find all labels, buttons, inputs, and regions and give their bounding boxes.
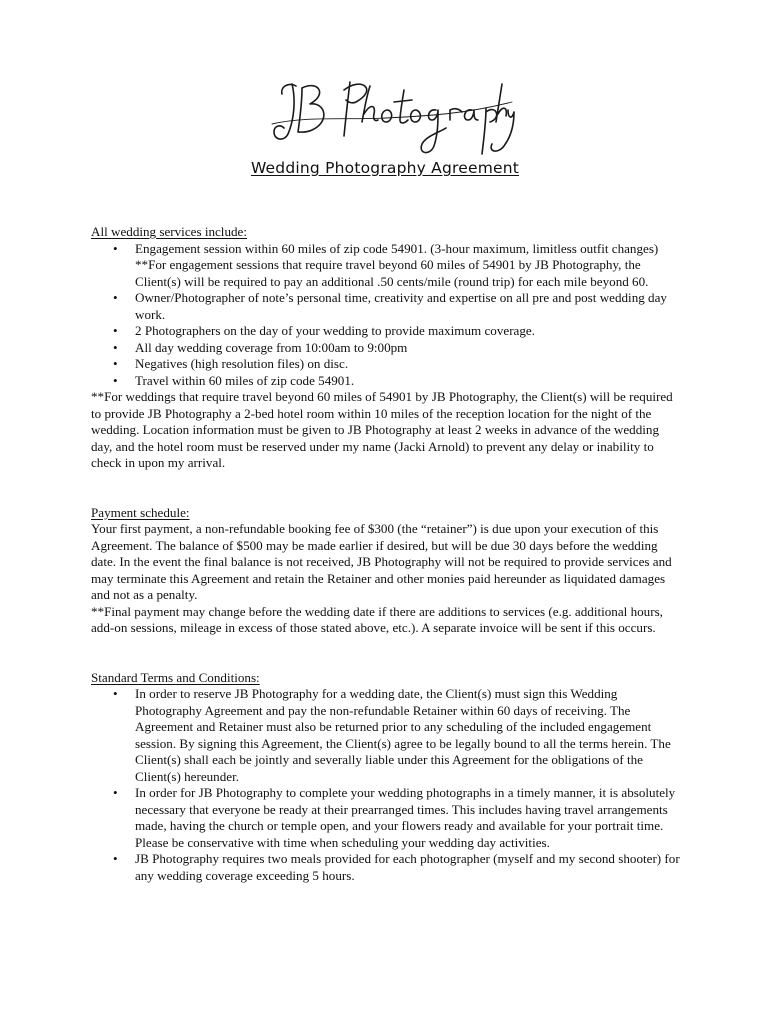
list-item bbox=[91, 290, 681, 323]
term-item-text: In order for JB Photography to complete your wedding photographs in a timely manner, it is absolutely necessary that everyone be ready at their prearranged times. This includes having travel arrangements made, having the church or temple open, and your flowers ready and available for your portrait time. Please be conservative with time when scheduling your wedding day activities. bbox=[135, 785, 676, 850]
list-item bbox=[91, 323, 681, 340]
service-item-text: All day wedding coverage from 10:00am to 9:00pm bbox=[135, 339, 408, 355]
bullet-icon: • bbox=[113, 240, 118, 256]
bullet-icon: • bbox=[113, 851, 118, 866]
payment-body: Your first payment, a non-refundable booking fee of $300 (the “retainer”) is due upon your execution of this Agreement. The balance of $500 may be made earlier if desired, but will be due 30 days before the wedding date. In the event the final balance is not received, JB Photography will not be required to provide services and may terminate this Agreement and retain the Retainer and other monies paid hereunder as liquidated damages and not as a penalty. bbox=[91, 521, 672, 602]
agreement-body bbox=[91, 224, 681, 884]
list-item bbox=[91, 686, 681, 785]
bullet-icon: • bbox=[113, 785, 118, 800]
payment-heading: Payment schedule: bbox=[91, 504, 190, 520]
bullet-icon: • bbox=[113, 290, 118, 305]
document-title: Wedding Photography Agreement bbox=[250, 159, 520, 177]
payment-section bbox=[91, 505, 681, 637]
service-item-text: Owner/Photographer of note’s personal time, creativity and expertise on all pre and post wedding day work. bbox=[135, 290, 667, 322]
service-item-text: Negatives (high resolution files) on disc. bbox=[135, 356, 349, 371]
section-spacer bbox=[91, 472, 681, 505]
travel-note: **For weddings that require travel beyond 60 miles of 54901 by JB Photography, the Client(s) will be required to provide JB Photography a 2-bed hotel room within 10 miles of the reception location for the night of the wedding. Location information must be given to JB Photography at least 2 weeks in advance of the wedding day, and the hotel room must be reserved under my name (Jacki Arnold) to prevent any delay or inability to check in upon my arrival. bbox=[91, 389, 673, 470]
services-heading: All wedding services include: bbox=[91, 224, 247, 239]
terms-list bbox=[91, 686, 681, 884]
list-item bbox=[91, 373, 681, 390]
term-item-text: JB Photography requires two meals provided for each photographer (myself and my second shooter) for any wedding coverage exceeding 5 hours. bbox=[135, 851, 680, 883]
term-item-text: In order to reserve JB Photography for a wedding date, the Client(s) must sign this Wedding Photography Agreement and pay the non-refundable Retainer within 60 days of receiving. The Agreement and Retainer must also be returned prior to any scheduling of the included engagement session. By signing this Agreement, the Client(s) agree to be legally bound to all the terms herein. The Client(s) shall each be jointly and severally liable under this Agreement for the obligations of the Client(s) hereunder. bbox=[135, 686, 671, 784]
list-item bbox=[91, 241, 681, 291]
section-spacer bbox=[91, 637, 681, 670]
list-item bbox=[91, 340, 681, 357]
services-list bbox=[91, 241, 681, 390]
bullet-icon: • bbox=[113, 356, 118, 371]
service-item-text: Engagement session within 60 miles of zip code 54901. (3-hour maximum, limitless outfit changes) **For engagement sessions that require travel beyond 60 miles of 54901 by JB Photography, the Client(s) will be required to pay an additional .50 cents/mile (round trip) for each mile beyond 60. bbox=[135, 240, 659, 289]
bullet-icon: • bbox=[113, 323, 118, 338]
jb-photography-logo bbox=[266, 72, 516, 164]
bullet-icon: • bbox=[113, 339, 118, 355]
bullet-icon: • bbox=[113, 686, 118, 701]
service-item-text: 2 Photographers on the day of your wedding to provide maximum coverage. bbox=[135, 323, 535, 338]
list-item bbox=[91, 356, 681, 373]
services-section bbox=[91, 224, 681, 472]
terms-heading: Standard Terms and Conditions: bbox=[91, 669, 260, 685]
bullet-icon: • bbox=[113, 372, 118, 388]
list-item bbox=[91, 851, 681, 884]
payment-note: **Final payment may change before the wedding date if there are additions to services (e.g. additional hours, add-on sessions, mileage in excess of those stated above, etc.). A separate invoice will be sent if this occurs. bbox=[91, 603, 663, 635]
list-item bbox=[91, 785, 681, 851]
service-item-text: Travel within 60 miles of zip code 54901. bbox=[135, 372, 355, 388]
terms-section bbox=[91, 670, 681, 885]
